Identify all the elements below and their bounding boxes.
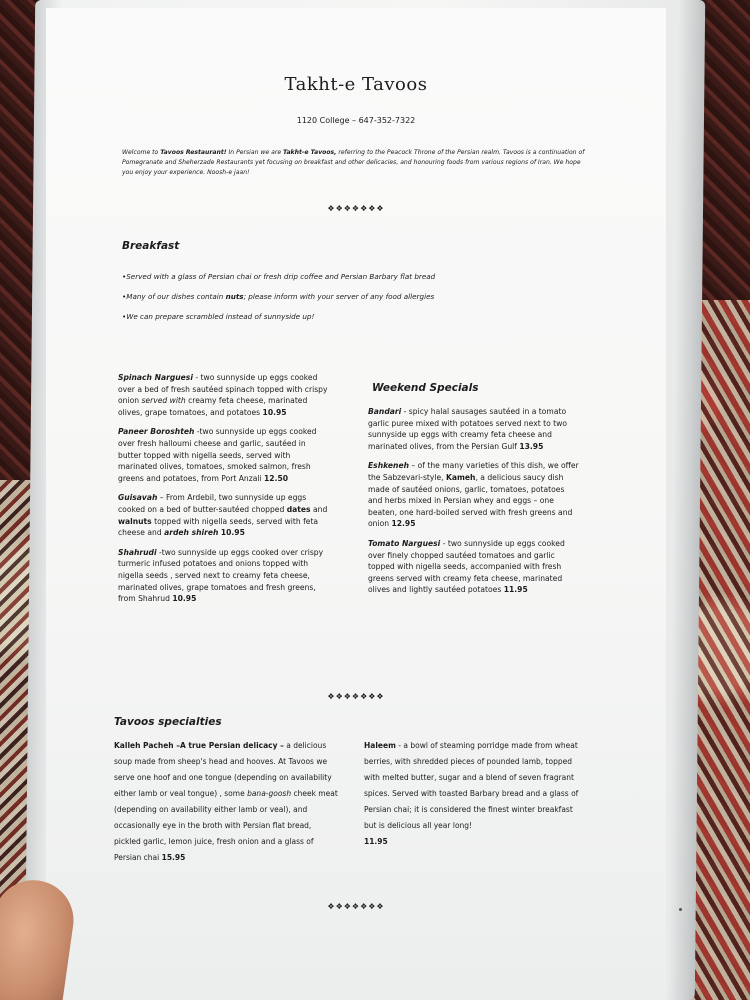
breakfast-title: Breakfast [122,240,180,252]
restaurant-address: 1120 College – 647-352-7322 [296,116,416,125]
weekend-items [368,406,580,604]
restaurant-title: Takht-e Tavoos [284,74,428,95]
menu-page [46,8,666,1000]
menu-item: Haleem - a bowl of steaming porridge made from wheat berries, with shredded pieces of pounded lamb, topped with melted butter, sugar and a blend of seven fragrant spices. Served with toasted Barbary bread and a glass of Persian chai; it is considered the finest winter breakfast but is delicious all year long! 11.95 [364,741,579,846]
menu-item: Paneer Boroshteh -two sunnyside up eggs cooked over fresh halloumi cheese and garlic, sautéed in butter topped with nigella seeds, served with marinated olives, tomatoes, smoked salmon, fresh greens and potatoes, from Port Anzali 12.50 [118,427,317,483]
menu-item: Shahrudi -two sunnyside up eggs cooked over crispy turmeric infused potatoes and onions topped with nigella seeds , served next to creamy feta cheese, marinated olives, grape tomatoes and fresh greens, from Shahrud 10.95 [118,547,324,604]
breakfast-items [118,372,328,613]
menu-item: Bandari - spicy halal sausages sautéed in a tomato garlic puree mixed with potatoes served next to two sunnyside up eggs with creamy feta cheese and marinated olives, from the Persian Gulf 13.95 [368,407,567,451]
menu-item: Eshkeneh – of the many varieties of this dish, we offer the Sabzevari-style, Kameh, a delicious saucy dish made of sautéed onions, garlic, tomatoes, potatoes and herbs mixed in Persian whey and eggs – one beaten, one hard-boiled served with fresh greens and onion 12.95 [368,461,579,529]
breakfast-note: •Served with a glass of Persian chai or fresh drip coffee and Persian Barbary flat bread [122,272,436,281]
menu-item: Guisavah – From Ardebil, two sunnyside up eggs cooked on a bed of butter-sautéed chopped dates and walnuts topped with nigella seeds, served with feta cheese and ardeh shireh 10.95 [118,493,328,538]
specialties-title: Tavoos specialties [114,716,222,728]
breakfast-note: •We can prepare scrambled instead of sunnyside up! [122,312,315,321]
ornament-divider: ❖❖❖❖❖❖❖ [327,902,385,911]
ornament-divider: ❖❖❖❖❖❖❖ [327,692,385,701]
weekend-specials-title: Weekend Specials [372,382,479,394]
specialty-haleem [364,738,580,858]
page-speck [679,908,682,911]
breakfast-note: •Many of our dishes contain nuts; please inform with your server of any food allergies [122,292,435,301]
menu-item: Kalleh Pacheh –A true Persian delicacy – a delicious soup made from sheep's head and hooves. At Tavoos we serve one hoof and one tongue (depending on availability either lamb or veal tongue) , some bana-goosh cheek meat (depending on availability either lamb or veal), and occasionally eye in the broth with Persian flat bread, pickled garlic, lemon juice, fresh onion and a glass of Persian chai 15.95 [114,741,338,862]
welcome-text: Welcome to Tavoos Restaurant! In Persian we are Takht-e Tavoos, referring to the Peacock Throne of the Persian realm. Tavoos is a continuation of Pomegranate and Sheherzade Restaurants yet focusing on breakfast and other delicacies, and honouring foods from various regions of Iran. We hope you enjoy your experience. Noosh-e jaan! [122,149,585,176]
menu-item: Tomato Narguesi - two sunnyside up eggs cooked over finely chopped sautéed tomatoes and garlic topped with nigella seeds, accompanied with fresh greens served with creamy feta cheese, marinated olives and lightly sautéed potatoes 11.95 [368,538,565,595]
ornament-divider: ❖❖❖❖❖❖❖ [327,204,385,213]
menu-item: Spinach Narguesi - two sunnyside up eggs cooked over a bed of fresh sautéed spinach topped with crispy onion served with creamy feta cheese, marinated olives, grape tomatoes, and potatoes 10.95 [118,373,328,417]
specialty-kalleh-pacheh [114,738,340,874]
